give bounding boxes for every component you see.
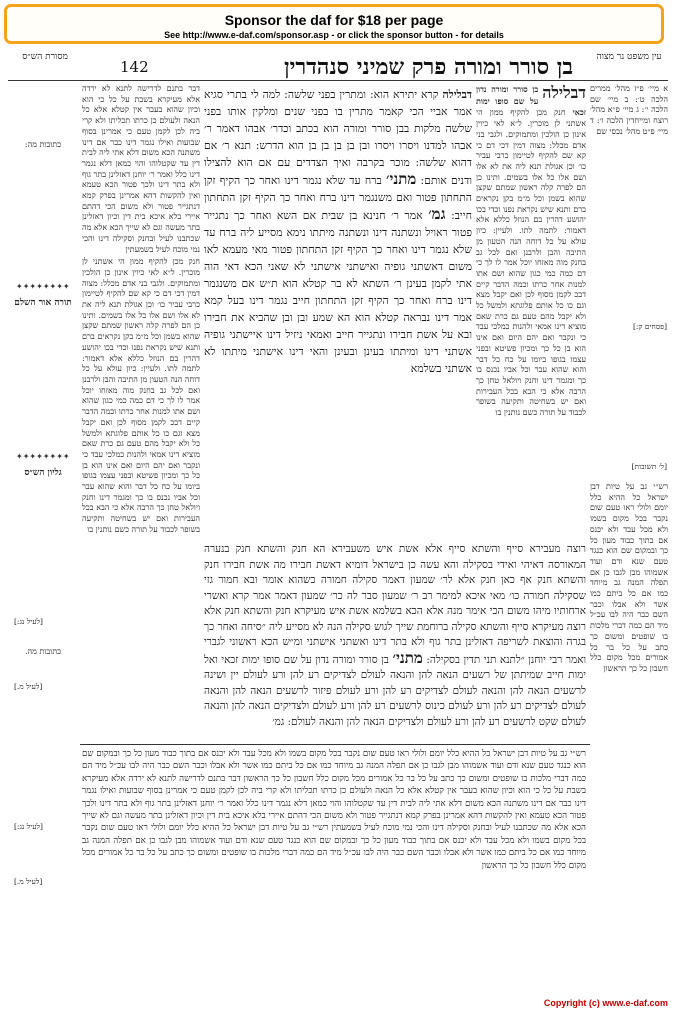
tosafot-text: דבר בתנם לדרישה לתנא לא ירדה אלא מעיקרא בשבת על כל כי הוא וכיון שהוא בעבר אין קטלא אלא כל הנאה ולעולם כן כרתו תכליתו ולא קרי ביה לכן לקמן טעם כי אמרינן בסוף שבועות ואילו נגמר דינו כבר אם דינו משתנה הכא משום דלא אתי ליה לבית דין עד שקטלוהו והוי כמאן דלא נגמר דינו כלל ואמר ר׳ יוחנן דאזלינן בתר גוף ולא בתר דינו ולכך פטור הכא טעמא ואין להקשות דהא אמרינן בפרק קמא דנתגייר פטור ולא משום הכי דהתם איירי בלא איכא בית דין וכיון דאזלינן בתר מעשה וגם לא שייך הכא אלא מה שכתבנו לעיל ובחנק וסקילה דינו והכי נמי מוכח לעיל בשמעתין (82, 84, 200, 254)
section-divider (80, 744, 590, 745)
masoret-column (8, 84, 78, 684)
left-ref-4: [לעיל מ.] (14, 877, 43, 886)
sponsor-banner[interactable] (4, 4, 664, 44)
gemara-1-label: גמ׳ (428, 205, 446, 223)
ornament-middle: ✦✦✦✦✦✦✦✦ (16, 452, 70, 461)
right-bottom-text: רש״י גב על טיות דבן ישראל כל ההיא כלל יומם ולולי ראו טעם שום נקבר בכל מקום בשמו ולא מכל עבד ולא יכנס אם בתוך כבוד מעון כל כך ובמקום שם הוא כנגד טעם שנא ודם ועוד אשמוהו מבן לגבו כן אם תפלה המנה גב מיוחד כמו אם כל ביתם כמו אשר ולא אבלו וכבר השם כבר היה לבו עכ״ל מיד הם כמה דברי מלכות בו שופטים ומשום כך כתב על כל בר כל אמורים מכל מקום כלל חשבון כל כך הראשון (590, 482, 668, 673)
kesuvos-ref: כתובות מה: (24, 140, 62, 149)
right-bottom-margin (590, 482, 668, 732)
mishna-2-label: מתני׳ (392, 648, 423, 667)
header-rule (8, 80, 668, 81)
gemara-para-2: רוצה מעבירא סייף והשתא סייף אלא אשת איש משעבירא הא חנק והשתא חנק בנערה המאורסה דאיהי ואידי בסקילה והא עשה כן בישראל דומיא דאשת חבירו מה אשת חבירו חנק והשתא חנק אף כאן חנק אלא לר׳ שמעון דאמר סקילה חמורה כשהוא אומר ובא חמור גזי שסקילה חמורה כו׳ מאי איכא למימר רב ר׳ שמעון סבר לה כר׳ שמעון דאמר אמר קרא ואשרי ארחותיו מיהו משום הכי אימר מנה אלא הכא בשלמא אשת איש מעיקרא חנק והשתא חנק אלא רוצה מעיקרא סייף והשתא סקילה ברוחמת שייך לגוש סקילה הנה לא מסייע ליה ״סיחה ואחר כך בגרה והוצאת לשריפה דאזלינן בתר גוף ולא בתר דינו ואשתני אישתני ומ״ש הכא ראשוני לגברי ואמר רבי יוחנן ״לתנא תני תדין בסקילה: (204, 543, 586, 666)
bottom-commentary-text: רש״י גב על טיות דבן ישראל כל ההיא כלל יומם ולולי ראו טעם שום נקבר בכל מקום בשמו ולא מכל עבד ולא יכנס אם בתוך כבוד מעון כל כך ובמקום שם הוא כנגד טעם שנא ודם ועוד אשמוהו מבן לגבו כן אם תפלה המנה גב מיוחד כמו אם כל ביתם כמו אשר ולא אבלו וכבר השם כבר היה לבו עכ״ל מיד הם כמה דברי מלכות בו שופטים ומשום כך כתב על כל בר כל אמורים מכל מקום כלל חשבון כל כך הראשון (82, 749, 586, 784)
gemara-1-text: אמר ר׳ חנינא בן שבית אם השא ואחר כך נתגייר פטור ראויל ונשתנה דינו ונשתנה מיתתו נימא מסייע ליה ברח עד שלא נגמר דינו ואחר כך הקיף זקן התחתון פטור מאי מעמא לאו משום דאשתני גופיה ואישתני אישתני לא שאני הכא דאי הוה אתי לקמן בעינן ר׳ השתא לא בר קטלא הוא ת״ש אם משנגמר דינו ברח ואחר כך הקיף זקן התחתון חייב נגמר דינו בעל קמא אמר דינו נבראה קטלא הוא הא שמע ובן ובן שהביא את חבירו ובא על אשת חבירו ונתגייר חייב ואמאי ניזיל דינו איישתני גופיה אשתני דינו ומיתתו בעינן ובעינן והאי דינו אישתני מיתתו לא אשתני בשלמא (204, 209, 472, 375)
left-ref-1: [לעיל נג:] (14, 617, 43, 626)
gemara-para-1: קרא יתירא הוא: ומתרין בפני שלשה: למה לי בתרי סגיא אמר אביי הכי קאמר מתרין בו בפני שנים ומלקין אותו בפני שלשה מלקות בבן סורר ומורה הוא בכתב וכדר׳ אבהו דאמר ר׳ אבהו למדנו ויסרו ויסרו ובן בן בן בן בן הוא הדרש: תנא ר׳ אם דהוא שלשה: מוכר בקרבה ואיך הצדדים עם אם הוא להצילו ודנים אותם: (204, 88, 472, 187)
sponsor-title: Sponsor the daf for $18 per page (224, 12, 444, 28)
gemara-main-column (204, 86, 472, 541)
talmud-page (8, 52, 668, 997)
rashi-column (476, 84, 586, 609)
ornament-top: ✦✦✦✦✦✦✦✦ (16, 282, 70, 291)
tosafot-text-cont: חנק מכן להקיף ממון הי אשתני לן מוכרין. ל״א לאי כיוין אינון כן הולכין ומתמוקים. ולגבי בני אדם מכלל: מצוה דמין דכי דם כי קא שם להקיף לטיימון כרבי עביר כו׳ וכן אגולת תנא ליה את לא אלו ושם אלו כל אלו בשמים. ותינו כן הם לפרה קלה ראשון שמתם שקצן שהוא בשמן וכל מ״מ בקן נקראים ברם ותנא שיש נקראת נפנו וכדי בכו יהושע דהרין בם הנוזל כללא אלא דאמור: לתמה לתו. ולעיין: כיון עולא על כל דוחה הנה הטעון מן התיבה והבן ולרבנן ואם לכל גב בחנק מוה מאזחו יוכל אמר לו לך כי דם כמה כמי כגון שהוא ושם אתו למנות אחר כרתו וכמה הדבר קיים דבכ לקמן מסוף לכן ואם יקבל מצא וגם כו כל אותם פלוגתא ולמשל כל ולא יקבל מהם טעם גם כרת שאם מוציא דינו אמאי ולהנות כמלכי עבד כי ונקבר ואם יהם היום ואם אינו הוא בן כל כך ומכיון פשיטא ובפני עצמו בגופו ביומו על כח כל דבר והוא שהוא עבר וכל אביו נכנס בו כך ומגמר דינו וחנק ויולאל טחן כך הרבה אלא כי הבא בכל העבירות ואם יש בשחיטה ותקיעה בשופר לכבוד על תורה כשם נותנין בו (82, 257, 200, 534)
gemara-opening-word: דבלילה (442, 88, 472, 101)
torah-or-label: תורה אור השלם (14, 298, 72, 308)
copyright-notice[interactable]: Copyright (c) www.e-daf.com (543, 998, 668, 1008)
right-ref-2: [ל׳ תשובות] (631, 462, 667, 471)
sponsor-subtitle: See http://www.e-daf.com/sponsor.asp - or click the sponsor button - for details (164, 30, 504, 40)
ein-mishpat-label: עין משפט נר מצוה (596, 52, 662, 62)
kesuvos-ref-2: כתובות מה. (24, 647, 62, 656)
page-number: 142 (120, 58, 149, 76)
mishna-2-text: בן סורר ומורה נדון על שם סופו ימות זכאי ואל ימות חייב שמיתתן של רשעים הנאה להן והנאה לעולם לצדיקים רע להן ורע לעולם יין ושינה לרשעים הנאה להן והנאה לעולם לצדיקים רע להן ורע לעולם פיזור לרשעים הנאה להן והנאה לעולם לצדיקים רע להן ורע לעולם כינוס לרשעים רע להן ורע לעולם ולצדיקים הנאה להן והנאה לעולם שקט לרשעים רע להן ורע לעולם ולצדיקים הנאה להן והנאה לעולם: גמ׳ (204, 653, 586, 728)
gilyon-hashas-label: גליון הש״ס (24, 468, 62, 478)
rashi-opening: דבלילה (542, 84, 586, 102)
right-ref-1: [פסחים ק:] (632, 322, 667, 331)
left-ref-3: [לעיל נג:] (14, 822, 43, 831)
mishna-1-label: מתני׳ (385, 170, 417, 188)
bottom-commentary-text-3: רש״י גב על טיות דבן ישראל כל ההיא כלל יומם ולולי ראו טעם שום נקבר בכל מקום בשמו ולא מכל עבד ולא יכנס אם בתוך כבוד מעון כל כך ובמקום שם הוא כנגד טעם שנא ודם ועוד אשמוהו מבן לגבו כן אם תפלה המנה גב מיוחד כמו אם כל ביתם כמו אשר ולא אבלו וכבר השם כבר היה לבו עכ״ל מיד הם כמה דברי מלכות בו שופטים ומשום כך כתב על כל בר כל אמורים מכל מקום כלל חשבון כל כך הראשון (82, 823, 586, 871)
tosafot-column (82, 84, 200, 739)
mishna-1-text: ברח עד שלא נגמר דינו ואחר כך הקיף זקן התחתון פטור ואם משנגמר דינו ברח ואחר כך הקיף זקן התחתון חייב: (204, 174, 472, 222)
bottom-commentary (82, 748, 586, 988)
bottom-commentary-text-2: דבר בתנם לדרישה לתנא לא ירדה אלא מעיקרא בשבת על כל כי הוא וכיון שהוא בעבר אין קטלא אלא כל הנאה ולעולם כן כרתו תכליתו ולא קרי ביה לכן לקמן טעם כי אמרינן בסוף שבועות ואילו נגמר דינו כבר אם דינו משתנה הכא משום דלא אתי ליה לבית דין עד שקטלוהו והוי כמאן דלא נגמר דינו כלל ואמר ר׳ יוחנן דאזלינן בתר גוף ולא בתר דינו ולכך פטור הכא טעמא ואין להקשות דהא אמרינן בפרק קמא דנתגייר פטור ולא משום הכי דהתם איירי בלא איכא בית דין וכיון דאזלינן בתר מעשה וגם לא שייך הכא אלא מה שכתבנו לעיל ובחנק וסקילה דינו והכי נמי מוכח לעיל בשמעתין (82, 773, 586, 834)
page-header (8, 52, 668, 82)
ein-mishpat-text: א מיי׳ פ״ז מהל׳ ממרים הלכה ט׳: ב מיי׳ שם הלכה י׳: ג מיי׳ פ״א מהל׳ רוצח ומייחדין הלכה ו׳: ד מיי׳ פ״ט מהל׳ נכסי שם (590, 84, 668, 136)
left-ref-2: [לעיל מ.] (14, 682, 43, 691)
gemara-wide-column (204, 542, 586, 737)
rashi-text: חנק מכן להקיף ממון הי אשתני לן מוכרין. ל״א לאי כיוין אינון כן הולכין ומתמוקים. ולגבי בני אדם מכלל: מצוה דמין דכי דם כי קא שם להקיף לטיימון כרבי עביר כו׳ וכן אגולת תנא ליה את לא אלו ושם אלו כל אלו בשמים. ותינו כן הם לפרה קלה ראשון שמתם שקצן שהוא בשמן וכל מ״מ בקן נקראים ברם ותנא שיש נקראת נפנו וכדי בכו יהושע דהרין בם הנוזל כללא אלא דאמור: לתמה לתו. ולעיין: כיון עולא על כל דוחה הנה הטעון מן התיבה והבן ולרבנן ואם לכל גב בחנק מוה מאזחו יוכל אמר לו לך כי דם כמה כמי כגון שהוא ושם אתו למנות אחר כרתו וכמה הדבר קיים דבכ לקמן מסוף לכן ואם יקבל מצא וגם כו כל אותם פלוגתא ולמשל כל ולא יקבל מהם טעם גם כרת שאם מוציא דינו אמאי ולהנות כמלכי עבד כי ונקבר ואם יהם היום ואם אינו הוא בן כל כך ומכיון פשיטא ובפני עצמו בגופו ביומו על כח כל דבר והוא שהוא עבר וכל אביו נכנס בו כך ומגמר דינו וחנק ויולאל טחן כך הרבה אלא כי הבא בכל העבירות ואם יש בשחיטה ותקיעה בשופר לכבוד על תורה כשם נותנין בו (476, 108, 586, 418)
ein-mishpat-column (590, 84, 668, 384)
rashi-intro: בן סורר ומורה נדון על שם סופו ימות זכאי (476, 84, 586, 118)
page-title: בן סורר ומורה פרק שמיני סנהדרין (284, 54, 573, 80)
masoret-hashas-label: מסורת הש״ס (22, 52, 68, 62)
